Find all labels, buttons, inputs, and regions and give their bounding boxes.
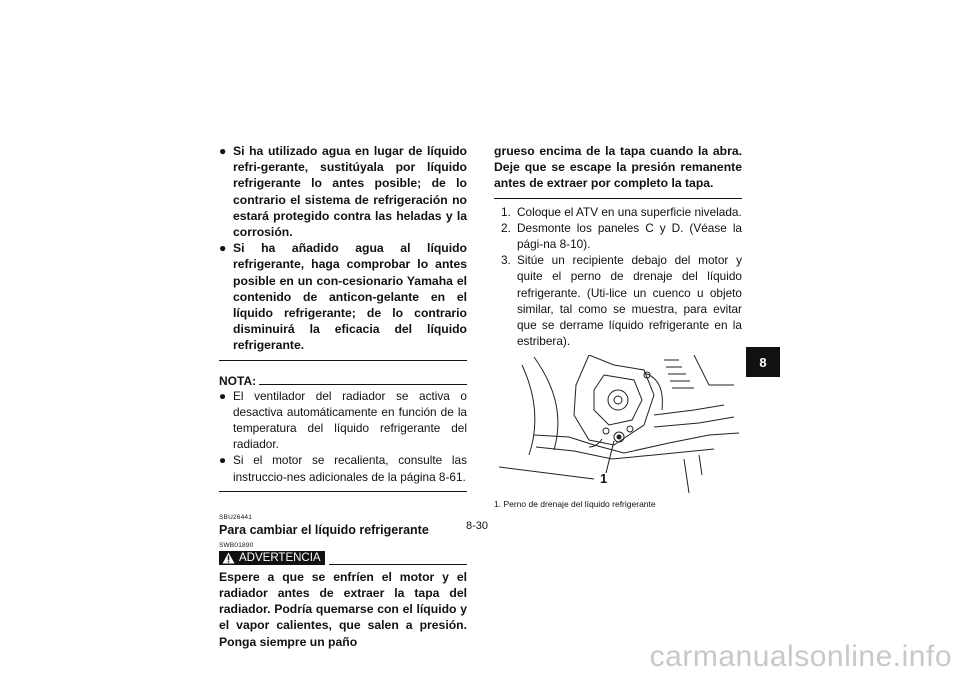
watermark: carmanualsonline.info: [649, 640, 952, 673]
warning-bullet: ● Si ha utilizado agua en lugar de líquido refri-gerante, sustitúyala por líquido refrigerante lo antes posible; de lo contrario el sistema de refrigeración no estará protegido contra las heladas y la corrosión.: [219, 144, 467, 240]
divider: [219, 491, 467, 492]
bullet-dot: ●: [219, 241, 227, 256]
right-column: [494, 143, 742, 509]
left-column: [219, 143, 467, 650]
nota-bullet: ● El ventilador del radiador se activa o desactiva automáticamente en función de la temperatura del líquido refrigerante del radiador.: [219, 388, 467, 452]
divider: [259, 384, 467, 385]
section-code: SBU26441: [219, 513, 253, 521]
chapter-tab: 8: [746, 347, 780, 377]
steps-list: [494, 204, 742, 350]
bullet-dot: ●: [219, 453, 227, 468]
divider: [494, 198, 742, 199]
warning-bullet: ● Si ha añadido agua al líquido refrigerante, haga comprobar lo antes posible en un con-cesionario Yamaha el contenido de anticon-gelante en el líquido refrigerante; de lo contrario disminuirá la eficacia del líquido refrigerante.: [219, 241, 467, 353]
divider: [219, 360, 467, 361]
warning-triangle-icon: [222, 552, 235, 564]
warning-badge: ADVERTENCIA: [219, 551, 325, 565]
bullet-dot: ●: [219, 144, 227, 158]
step-item: 3. Sitúe un recipiente debajo del motor y quite el perno de drenaje del líquido refrigerante. (Uti-lice un cuenco u objeto similar, tal como se muestra, para evitar que se derrame líquido refrigerante en la estribera).: [501, 253, 742, 349]
nota-bullet: ● Si el motor se recalienta, consulte las instruccio-nes adicionales de la página 8-61.: [219, 453, 467, 484]
warning-text: Espere a que se enfríen el motor y el radiador antes de extraer la tapa del radiador. Podría quemarse con el líquido y el vapor calientes, que salen a presión. Ponga siempre un paño: [219, 569, 467, 649]
engine-illustration: [494, 355, 742, 497]
section-title: Para cambiar el líquido refrigerante: [219, 522, 429, 537]
step-item: 2. Desmonte los paneles C y D. (Véase la pági-na 8-10).: [501, 220, 742, 252]
warning-code: SWB01890: [219, 541, 254, 549]
warning-text-continued: grueso encima de la tapa cuando la abra. Deje que se escape la presión remanente antes de extraer por completo la tapa.: [494, 144, 742, 191]
page-number: 8-30: [466, 520, 489, 532]
figure-callout: 1: [600, 471, 608, 487]
warning-header: [219, 551, 467, 565]
figure-caption: 1. Perno de drenaje del líquido refrigerante: [494, 499, 656, 510]
engine-drain-figure: [494, 355, 742, 497]
step-item: 1. Coloque el ATV en una superficie nivelada.: [501, 204, 742, 219]
nota-heading: NOTA:: [219, 374, 467, 388]
divider: [329, 564, 467, 565]
bullet-dot: ●: [219, 388, 227, 403]
